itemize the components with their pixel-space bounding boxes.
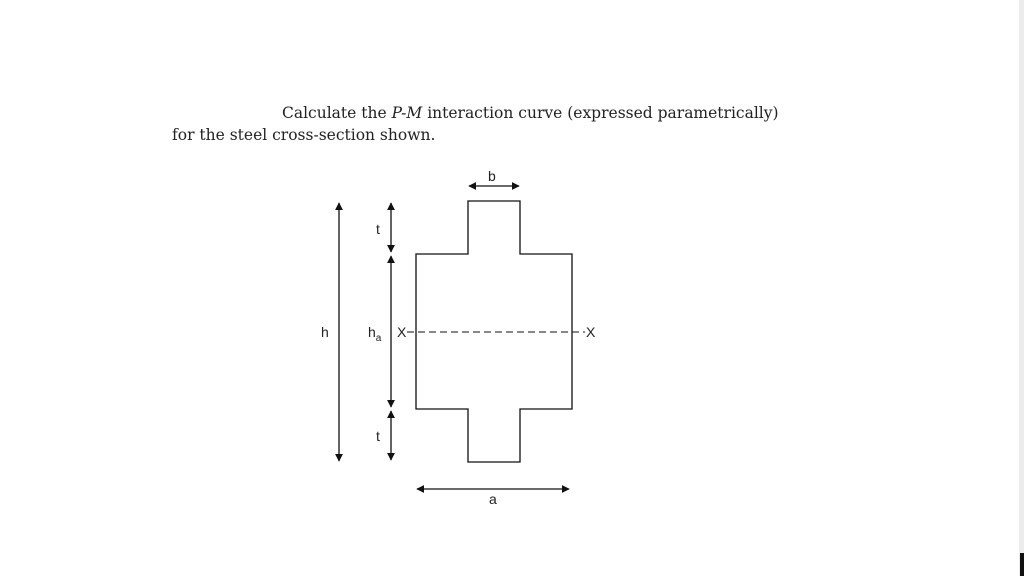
axis-label-right: X [586,324,596,340]
problem-line-2: for the steel cross-section shown. [172,126,436,144]
text-cursor-marker [1020,553,1024,576]
axis-label-left: X [397,324,407,340]
problem-text-before: Calculate the [282,104,392,122]
problem-text-pm: P-M [391,104,423,122]
dimension-ha-main: h [368,324,376,340]
dimension-t-top-label: t [376,221,380,237]
problem-text-after: interaction curve (expressed parametrically) [422,104,779,122]
dimension-ha-label [368,324,382,344]
dimension-t-bottom-label: t [376,428,380,444]
dimension-a-label: a [489,491,497,507]
dimension-b-label: b [488,168,496,184]
scrollbar-track[interactable] [1019,0,1024,576]
dimension-ha-subscript: a [375,333,382,344]
dimension-h-label: h [321,324,329,340]
cross-section-outline [416,201,572,462]
